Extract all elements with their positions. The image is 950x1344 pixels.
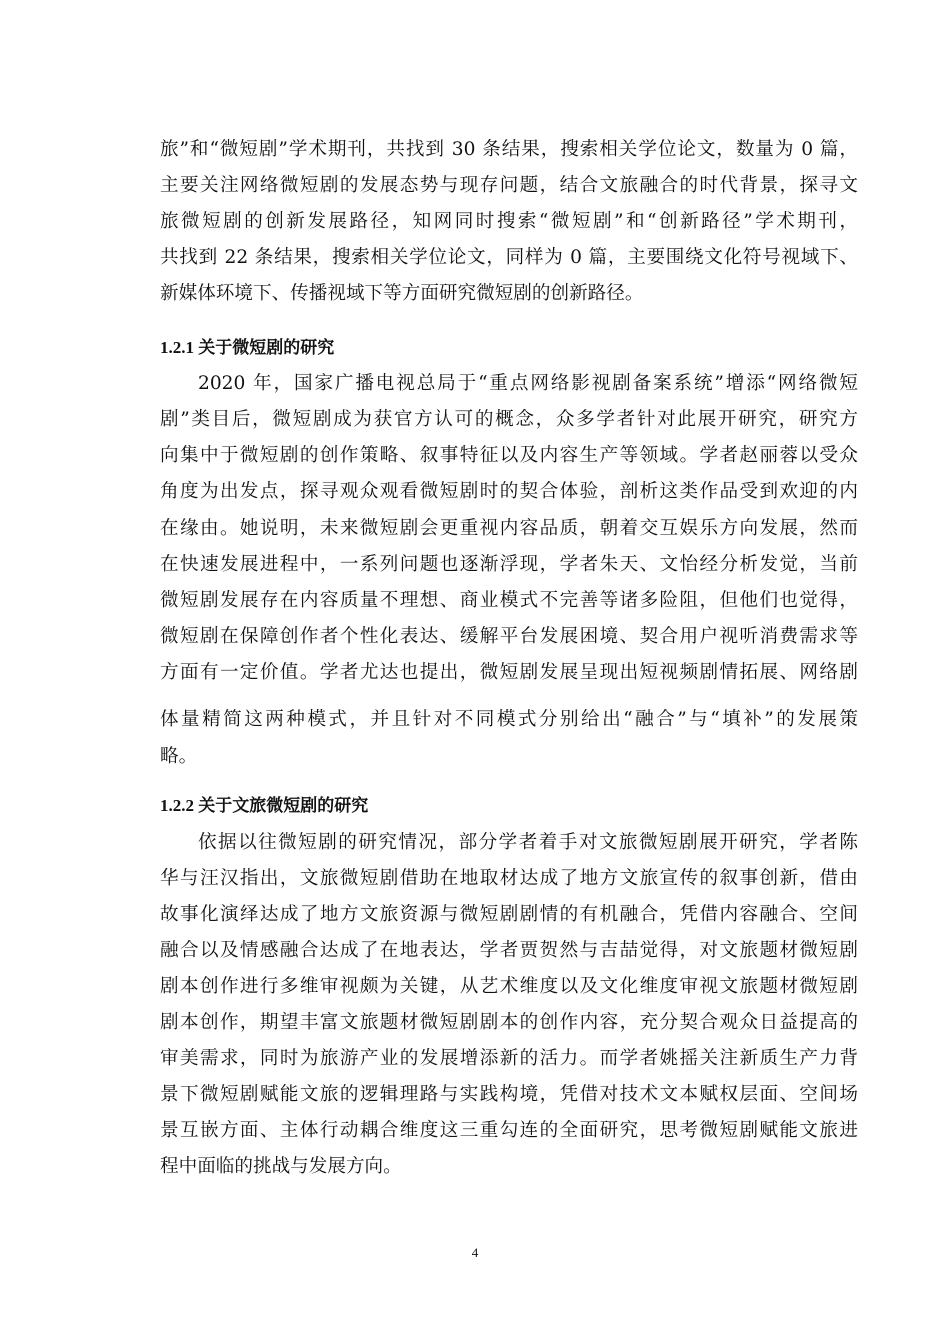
text-line: 审美需求，同时为旅游产业的发展增添新的活力。而学者姚摇关注新质生产力背	[160, 1048, 858, 1069]
text-line: 新媒体环境下、传播视域下等方面研究微短剧的创新路径。	[160, 283, 644, 304]
text-line: 故事化演绎达成了地方文旅资源与微短剧剧情的有机融合，凭借内容融合、空间	[160, 904, 858, 925]
text-line: 景互嵌方面、主体行动耦合维度这三重勾连的全面研究，思考微短剧赋能文旅进	[160, 1120, 858, 1141]
text-line: 在快速发展进程中，一系列问题也逐渐浮现，学者朱天、文怡经分析发觉，当前	[160, 554, 858, 575]
text-line: 角度为出发点，探寻观众观看微短剧时的契合体验，剖析这类作品受到欢迎的内	[160, 481, 858, 502]
text-line: 在缘由。她说明，未来微短剧会更重视内容品质，朝着交互娱乐方向发展，然而	[160, 518, 858, 539]
text-line: 方面有一定价值。学者尤达也提出，微短剧发展呈现出短视频剧情拓展、网络剧	[160, 662, 858, 683]
text-line: 微短剧发展存在内容质量不理想、商业模式不完善等诸多险阻，但他们也觉得，	[160, 590, 858, 611]
text-line: 华与汪汉指出，文旅微短剧借助在地取材达成了地方文旅宣传的叙事创新，借由	[160, 868, 858, 889]
text-line: 2020 年，国家广播电视总局于“重点网络影视剧备案系统”增添“网络微短	[198, 373, 858, 394]
text-line: 微短剧在保障创作者个性化表达、缓解平台发展困境、契合用户视听消费需求等	[160, 626, 858, 647]
text-line: 主要关注网络微短剧的发展态势与现存问题，结合文旅融合的时代背景，探寻文	[160, 175, 858, 196]
section-heading-1-2-2: 1.2.2 关于文旅微短剧的研究	[160, 796, 369, 815]
text-line: 体量精简这两种模式，并且针对不同模式分别给出“融合”与“填补”的发展策	[160, 709, 858, 730]
text-line: 剧本创作，期望丰富文旅题材微短剧剧本的创作内容，充分契合观众日益提高的	[160, 1012, 858, 1033]
text-line: 共找到 22 条结果，搜索相关学位论文，同样为 0 篇，主要围绕文化符号视域下、	[160, 247, 858, 268]
text-line: 略。	[160, 746, 198, 767]
page-number: 4	[471, 1245, 479, 1260]
text-line: 景下微短剧赋能文旅的逻辑理路与实践构境，凭借对技术文本赋权层面、空间场	[160, 1084, 858, 1105]
section-heading-1-2-1: 1.2.1 关于微短剧的研究	[160, 338, 335, 357]
text-line: 程中面临的挑战与发展方向。	[160, 1156, 402, 1177]
text-line: 融合以及情感融合达成了在地表达，学者贾贺然与吉喆觉得，对文旅题材微短剧	[160, 940, 858, 961]
text-line: 旅微短剧的创新发展路径，知网同时搜索“微短剧”和“创新路径”学术期刊，	[160, 211, 858, 232]
text-line: 依据以往微短剧的研究情况，部分学者着手对文旅微短剧展开研究，学者陈	[198, 832, 858, 853]
text-line: 旅”和“微短剧”学术期刊，共找到 30 条结果，搜索相关学位论文，数量为 0 篇，	[160, 139, 858, 160]
text-line: 剧本创作进行多维审视颇为关键，从艺术维度以及文化维度审视文旅题材微短剧	[160, 976, 858, 997]
text-line: 向集中于微短剧的创作策略、叙事特征以及内容生产等领域。学者赵丽蓉以受众	[160, 445, 858, 466]
text-line: 剧”类目后，微短剧成为获官方认可的概念，众多学者针对此展开研究，研究方	[160, 409, 858, 430]
